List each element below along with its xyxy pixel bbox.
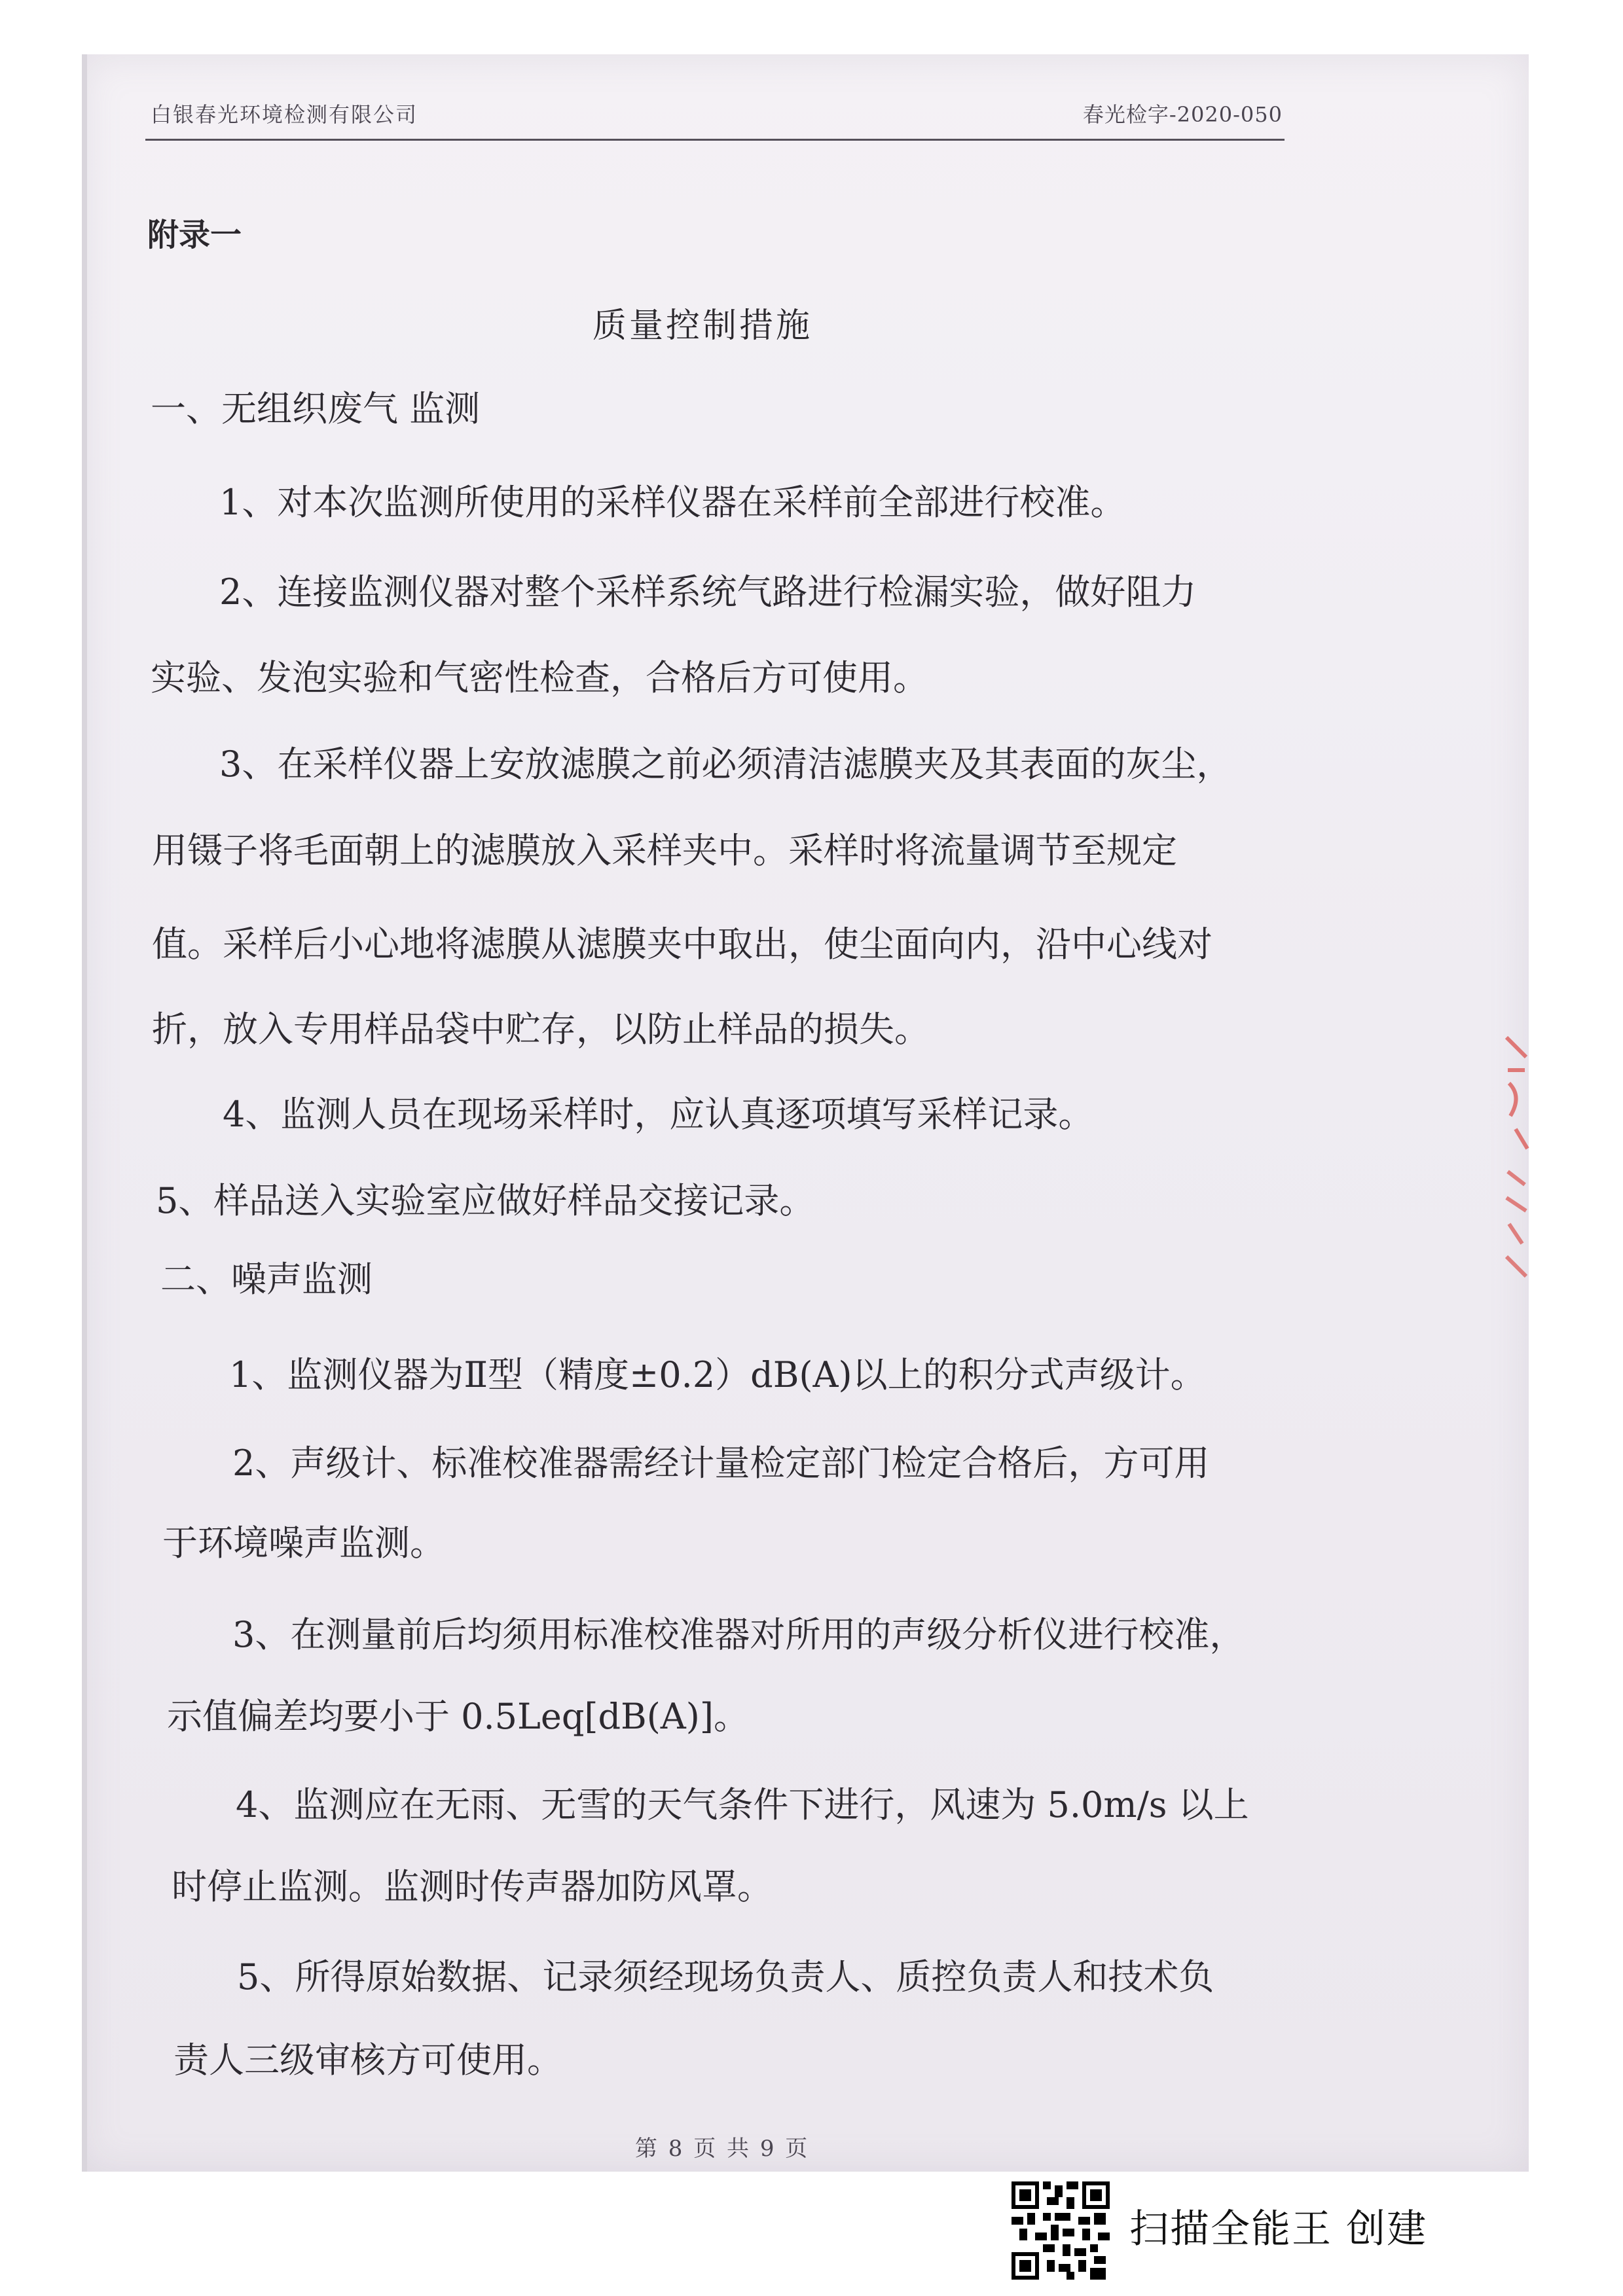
page-number: 第 8 页 共 9 页 [635, 2136, 810, 2162]
paragraph-line: 于环境噪声监测。 [162, 1522, 445, 1564]
paragraph-line: 用镊子将毛面朝上的滤膜放入采样夹中。采样时将流量调节至规定 [152, 830, 1177, 871]
scanner-watermark-text: 扫描全能王 创建 [1129, 2206, 1428, 2252]
paragraph-line: 3、在采样仪器上安放滤膜之前必须清洁滤膜夹及其表面的灰尘， [219, 744, 1232, 785]
paragraph-line: 1、监测仪器为Ⅱ型（精度±0.2）dB(A)以上的积分式声级计。 [229, 1354, 1206, 1395]
paragraph-line: 2、声级计、标准校准器需经计量检定部门检定合格后，方可用 [232, 1443, 1210, 1484]
paragraph-line: 值。采样后小心地将滤膜从滤膜夹中取出，使尘面向内，沿中心线对 [152, 924, 1213, 965]
paragraph-line: 4、监测应在无雨、无雪的天气条件下进行，风速为 5.0m/s 以上 [236, 1784, 1249, 1825]
section-heading-1: 一、无组织废气 监测 [151, 388, 481, 429]
paragraph-line: 5、样品送入实验室应做好样品交接记录。 [156, 1180, 815, 1221]
header-divider [145, 139, 1285, 141]
paragraph-line: 4、监测人员在现场采样时，应认真逐项填写采样记录。 [223, 1094, 1094, 1135]
qr-code-icon [1012, 2181, 1110, 2280]
paragraph-line: 3、在测量前后均须用标准校准器对所用的声级分析仪进行校准， [232, 1614, 1245, 1655]
paragraph-line: 5、所得原始数据、记录须经现场负责人、质控负责人和技术负 [237, 1956, 1214, 1998]
document-title: 质量控制措施 [593, 306, 813, 346]
paragraph-line: 1、对本次监测所使用的采样仪器在采样前全部进行校准。 [219, 482, 1126, 523]
seal-stamp-icon [1503, 1031, 1530, 1155]
page-edge [82, 54, 87, 2172]
header-company: 白银春光环境检测有限公司 [151, 102, 418, 127]
paragraph-line: 折，放入专用样品袋中贮存，以防止样品的损失。 [152, 1009, 930, 1050]
paragraph-line: 2、连接监测仪器对整个采样系统气路进行检漏实验，做好阻力 [219, 571, 1197, 613]
section-heading-2: 二、噪声监测 [160, 1259, 373, 1300]
paragraph-line: 实验、发泡实验和气密性检查，合格后方可使用。 [151, 657, 928, 698]
seal-stamp-icon [1503, 1165, 1530, 1289]
header-report-number: 春光检字-2020-050 [1082, 102, 1283, 127]
paragraph-line: 示值偏差均要小于 0.5Leq[dB(A)]。 [167, 1696, 749, 1737]
appendix-label: 附录一 [147, 217, 242, 253]
paragraph-line: 时停止监测。监测时传声器加防风罩。 [172, 1866, 773, 1907]
paragraph-line: 责人三级审核方可使用。 [173, 2039, 562, 2081]
